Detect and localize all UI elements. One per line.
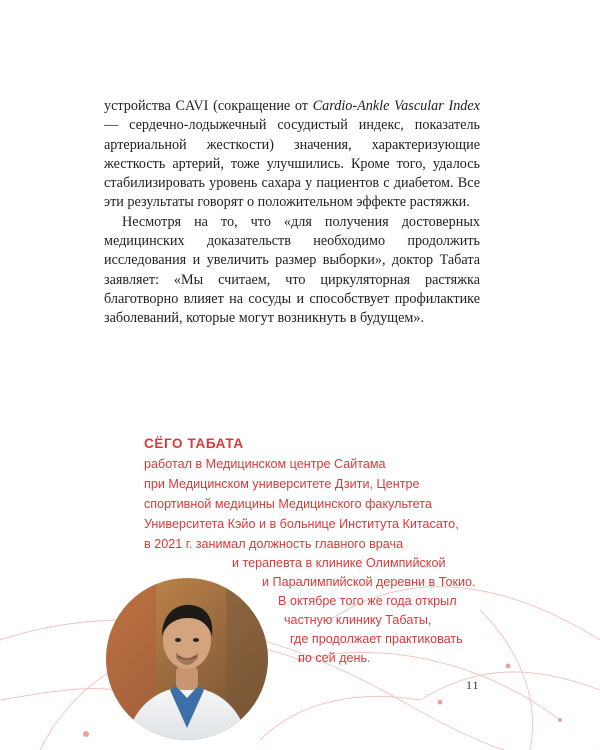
bio-line-7: и Паралимпийской деревни в Токио. <box>262 575 476 589</box>
bio-line-10: где продолжает практиковать <box>290 632 463 646</box>
bio-line-9: частную клинику Табаты, <box>284 613 432 627</box>
paragraph-2: Несмотря на то, что «для получения достоверных медицинских доказательств необходимо продолжить исследования и увеличить размер выборки», доктор Табата заявляет: «Мы считаем, что циркуляторная растяжка благотворно влияет на сосуды и способствует профилактике заболеваний, которые могут возникнуть в будущем». <box>104 213 480 327</box>
bio-line-2: при Медицинском университете Дзити, Центре <box>144 477 420 491</box>
paragraph-1-italic-term: Cardio-Ankle Vascular Index <box>312 98 480 114</box>
page-number: 11 <box>466 678 480 692</box>
paragraph-1 <box>104 97 480 213</box>
bio-line-3: спортивной медицины Медицинского факультета <box>144 497 432 511</box>
author-name: СЁГО ТАБАТА <box>144 436 244 451</box>
main-text <box>104 97 480 329</box>
bio-line-5: в 2021 г. занимал должность главного врача <box>144 537 404 551</box>
author-portrait-photo <box>106 578 268 740</box>
bio-line-11: по сей день. <box>298 651 371 665</box>
paragraph-1-end: — сердечно-лодыжечный сосудистый индекс, показатель артериальной жесткости) значения, характеризующие жесткость артерий, тоже улучшились. Кроме того, удалось стабилизировать уровень сахара у пациентов с диабетом. Все эти результаты говорят о положительном эффекте растяжки. <box>104 117 480 211</box>
paragraph-1-start: устройства CAVI (сокращение от <box>104 98 313 114</box>
bio-line-8: В октябре того же года открыл <box>278 594 457 608</box>
bio-line-1: работал в Медицинском центре Сайтама <box>144 457 386 471</box>
bio-line-6: и терапевта в клинике Олимпийской <box>232 556 446 570</box>
bio-line-4: Университета Кэйо и в больнице Института Китасато, <box>144 517 459 531</box>
